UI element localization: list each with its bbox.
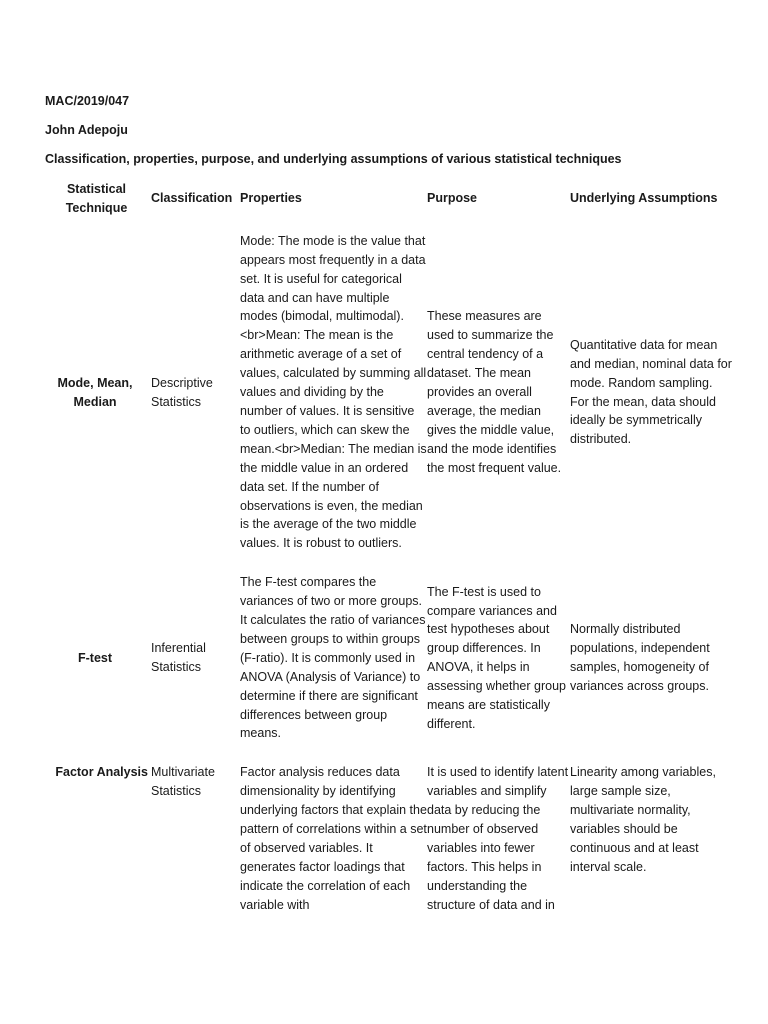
column-header-assumptions: Underlying Assumptions [570,191,718,206]
table-row [42,763,732,914]
student-name: John Adepoju [45,123,128,137]
classification-cell: Multivariate Statistics [151,765,215,799]
classification-cell: Descriptive Statistics [151,375,213,409]
properties-cell: Factor analysis reduces data dimensionality by identifying underlying factors that explain the pattern of correlations within a set of observed variables. It generates factor loadings that indicate the correlation of each variable with [240,765,427,912]
column-header-properties: Properties [240,191,302,206]
statistics-table [42,180,732,915]
column-header-purpose: Purpose [427,191,478,206]
student-id: MAC/2019/047 [45,94,130,108]
assumptions-cell: Quantitative data for mean and median, nominal data for mode. Random sampling. For the mean, data should ideally be symmetrically distributed. [570,337,732,447]
classification-cell: Inferential Statistics [151,641,206,675]
properties-cell: The F-test compares the variances of two or more groups. It calculates the ratio of variances between groups to within groups (F-ratio). It is commonly used in ANOVA (Analysis of Variance) to determine if there are significant differences between group means. [240,575,426,741]
properties-cell: Mode: The mode is the value that appears most frequently in a data set. It is useful for categorical data and can have multiple modes (bimodal, multimodal).<br>Mean: The mean is the arithmetic average of a set of values, calculated by summing all values and dividing by the number of values. It is sensitive to outliers, which can skew the mean.<br>Median: The median is the middle value in an ordered data set. If the number of observations is even, the median is the average of the two middle values. It is robust to outliers. [240,233,427,551]
column-header-classification: Classification [151,191,233,206]
technique-cell: F-test [77,650,113,665]
document-title: Classification, properties, purpose, and underlying assumptions of various statistical techniques [45,152,622,166]
technique-cell: Factor Analysis [55,765,148,780]
purpose-cell: The F-test is used to compare variances and test hypotheses about group differences. In ANOVA, it helps in assessing whether group means are statistically different. [427,584,566,732]
purpose-cell: It is used to identify latent variables and simplify data by reducing the number of observed variables into fewer factors. This helps in understanding the structure of data and in [427,765,569,912]
table-row [42,573,732,763]
assumptions-cell: Normally distributed populations, independent samples, homogeneity of variances across groups. [570,622,710,694]
purpose-cell: These measures are used to summarize the central tendency of a dataset. The mean provides an overall average, the median gives the middle value, and the mode identifies the most frequent value. [427,309,562,475]
table-header-row [42,180,732,232]
table-row [42,232,732,573]
technique-cell: Mode, Mean, Median [57,375,133,409]
assumptions-cell: Linearity among variables, large sample size, multivariate normality, variables should be continuous and at least interval scale. [570,765,716,874]
column-header-technique: Statistical Technique [65,182,128,215]
